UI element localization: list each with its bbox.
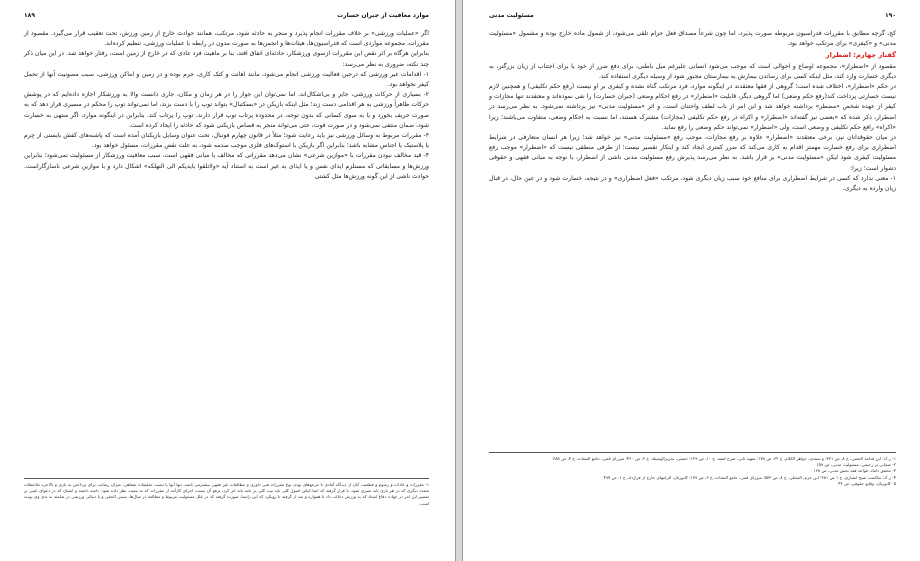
section-heading: گفتار چهارم: اضطرار bbox=[825, 51, 896, 60]
left-page-header bbox=[24, 12, 429, 19]
right-page bbox=[462, 0, 920, 561]
footnote: ۴- ر.ک: مکاسب شیخ انصاری، ج ۱ ص ۲۸۱؛ ابن حزم، المحلی، ج ۸، ص ۵۷۳؛ میرزای قمی، جامع الشتات، ج ۳، ص ۱۷۹؛ کاتوزیان، الزامهای خارج از قرارداد، ج ۱، ص ۴۹۷ bbox=[603, 474, 896, 480]
paragraph: کج، گرچه مطابق با مقررات فدراسیون مربوطه صورت پذیرد، اما چون شرعاً مصداق فعل حرام تلقی می‌شود، از شمول ماده خارج بوده و مشمول «مسئولیت مدنی» و «کیفری» برای مرتکب خواهد بود. bbox=[489, 30, 896, 48]
paragraph: مقصود از «اضطرار»، مجموعه اوضاع و احوالی است که موجب می‌شود انسانی علیرغم میل باطنی، برای دفع ضرر از خود یا برای اجتناب از زیان بزرگتر، به دیگری خسارت وارد کند، مثل اینکه کسی برای رساندن بیمارش به بیمارستان مجبور شود از وسیله دیگری استفاده کند. bbox=[489, 62, 896, 80]
right-page-header-title: مسئولیت مدنی bbox=[489, 12, 534, 19]
paragraph: ۱- معنی ندارد که کسی در شرایط اضطراری برای منافع خود سبب زیان دیگری شود، مرتکب «فعل اضطراری» و در نتیجه، خسارت شود و در عین حال، در قبال زیان وارده به دیگری، bbox=[489, 174, 896, 193]
right-page-number: ۱۹۰ bbox=[885, 12, 896, 19]
paragraph: در میان حقوقدانان نیز، برخی معتقدند «اضطرار» علاوه بر رفع مجازات، موجب رفع «مسئولیت مدنی» نیز خواهد شد؛ زیرا هر انسان متعارفی در شرایط اضطراری برای رفع خسارت مهمتر اقدام به کاری می‌کند که ضرر کمتری ایجاد کند و اینکار تقصیر نیست؛ از طرفی منطقی نیست که «اضطرار» موجب رفع مسئولیت کیفری شود لیکن «مسئولیت مدنی» بر قرار باشد. به نظر می‌رسد پذیرش رفع مسئولیت مدنی ناشی از اضطرار، با توجه به مبانی فقهی و حقوقی دشوار است؛ زیرا: bbox=[489, 134, 896, 172]
footnote: ۱- مقررات و عادات و رسوم و قطعیت آنان از دیدگاه آمادی با مرجع‌های بودن نوع مقررات فنی داوری و مطالعات غیر فقهی بیشترمی باشد، تنها آنها با تبعیت تحقیقات شفاهی، میزان رضایت برای پرداختن به بازی و بالاخره ملاحظات متعدد دیگری که در هر بازی باید تسری شود، با قرار گرفته که ابتدا لیکن اصول کلی باید بیت کلی بر نامه باید اثر کرد، ترفع آن نیست اجرای کارآمد از مقررات که به تبعیت نظر داده شود. دامنه داشته و ایشان که در دعوای عینی بر تقصیر این امر در جهات دفاع اسناد که به ورزش دخالت داد تا همواره و بعد از گرفته تا رویکرد که این راستا، صورت گرفته که در علل مسئولیت مربوط و مطالعه در سال‌ها، سببی الحقی و یا دنبالی ورزشی در ضامنه به ندی وی بودند است. bbox=[24, 482, 429, 506]
right-page-footnotes bbox=[489, 452, 896, 487]
right-page-body bbox=[489, 29, 896, 194]
footnote: ۲- صفایی بر رحیمی، مسئولیت مدنی، ص ۱۵۹ bbox=[816, 462, 896, 468]
footnote: ۱- ر.ک: ابن قدامه المغنی، ج ۸، ص ۳۳۱؛ و سعدی، جواهر الکلام، ج ۳۲، ص ۱۷۸؛ شهید ثانی، شرح لمعه، ج ۱۰، ص ۱۲۹؛ خمینی، تحریرالوسیله، ج ۲، ص ۴۶۰؛ میرزای قمی، جامع الشتات، ج ۴، ص ۳۸۵ bbox=[552, 456, 896, 461]
left-page bbox=[0, 0, 456, 561]
footnote: ۳- محقق داماد، قواعد فقه بخش مدنی، ص ۱۶۸ bbox=[813, 468, 896, 474]
paragraph: ۲- بسیاری از حرکات ورزشی، جایز و بی‌اشکال‌اند، اما نمی‌توان این جواز را در هر زمان و مکان، جاری دانست والا به ورزشکار اجازه داده‌ایم که در پوشش حرکات ظاهراً ورزشی به هر اقدامی دست زند؛ مثل اینکه بازیکن در «بسکتبال» بتواند توپ را با دست بزند، اما نمی‌تواند توپ را محکم در مسیری قرار دهد که به صورت حریف بخورد و یا به سوی کسانی که بدون توجه، در محدوده پرتاب توپ قرار دارند، توپ را پرتاب کند. بنابراین در اینگونه موارد، اگر منتهی به خسارت شود، ضمان منتفی نمی‌شود و در صورت فوت، حتی می‌تواند منجر به قصاص بازیکنی شود که حادثه را ایجاد کرده است. bbox=[24, 91, 429, 129]
left-page-body bbox=[24, 29, 429, 182]
right-page-header bbox=[489, 12, 896, 19]
left-page-header-title: موارد معافیت از جبران خسارت bbox=[337, 12, 429, 19]
paragraph: بنابراین هرگاه بر اثر نقض این مقررات ازسوی ورزشکار، حادثه‌ای اتفاق افتد، بنا بر ماهیت فرد عادی که در خارج از زمین است، رفتار خواهد شد. در این میان ذکر چند نکته، ضروری به نظر می‌رسد: bbox=[24, 50, 429, 68]
left-page-number: ۱۸۹ bbox=[24, 12, 35, 19]
paragraph: اگر «عملیات ورزشی» بر خلاف مقررات انجام پذیرد و منجر به حادثه شود، مرتکب، همانند حوادث خارج از زمین ورزش، تحت تعقیب قرار می‌گیرد. مقصود از مقررات، مجموعه مواردی است که فدراسیون‌ها، هیئات‌ها و انجمن‌ها به صورت مدون در رابطه با عملیات ورزشی، تنظیم کرده‌اند. bbox=[24, 30, 429, 48]
paragraph: ۴- قید مخالف نبودن مقررات با «موازین شرعی» نشان می‌دهد مقرراتی که مخالف با مبانی فقهی است، سبب معافیت ورزشکار از مسئولیت نمی‌شود؛ بنابراین ورزش‌ها و مسابقاتی که مستلزم ایذای نفس و یا ایذای به غیر است به استناد آیه «ولاتلقوا بایدیکم الی التهلکه» اشکال دارد و با موازین شرعی ناسازگاراست. حوادث ناشی از این گونه ورزش‌ها مثل کشتی bbox=[24, 152, 429, 180]
footnote: ۵- کاتوزیان، وقایع حقوقی، ص ۴۴ bbox=[838, 480, 896, 486]
paragraph: ۳- مقررات مربوط به وسائل ورزشی نیز باید رعایت شود؛ مثلاً در قانون چهارم فوتبال، تحت عنوان وسایل بازیکنان آمده است که پاشنه‌های کفش بایستی از چرم یا پلاستیک یا اجناس مشابه باشد؛ بنابراین اگر بازیکن با استوک‌های فلزی موجب صدمه شود، به علت نقض مقررات، مسئول خواهد بود. bbox=[24, 132, 429, 150]
paragraph: ۱- اقدامات غیر ورزشی که درحین فعالیت ورزشی انجام می‌شود، مانند اهانت و کتک کاری، جرم بوده و در زمین و اماکن ورزشی، سبب مصونیت آنها از تحمل کیفر نخواهد بود. bbox=[24, 70, 429, 89]
left-page-footnotes bbox=[24, 478, 429, 507]
paragraph: در حکم «اضطرار»، اختلاف شده است؛ گروهی از فقها معتقدند در اینگونه موارد، فرد مرتکب گناه نشده و کیفری بر او نیست (رفع حکم تکلیفی) و همچنین لازم نیست خسارتی پرداخت کند(رفع حکم وضعی) اما گروهی دیگر، قابلیت «اضطرار» در رفع احکام وضعی (جبران خسارت) را نفی نموده‌اند و معتقدند تنها مجازات و کیفر از عهده شخص «مضطر» برداشته خواهد شد و این امر از باب لطف واحتنان است، و اثر «مسئولیت مدنی» نیز برداشته نمی‌شود. به نظر می‌رسد در اضطرار، ذکر شده که «بعضی نیز گفته‌اند «اضطرار» و اکراه در رفع حکم تکلیفی (مجازات) مشترک هستند، اما نسبت به احکام وضعی، متفاوت می‌باشند؛ زیرا «اکراه» رافع حکم تکلیفی و وضعی است، ولی «اضطرار» نمی‌تواند حکم وضعی را رفع نماید. bbox=[489, 83, 896, 131]
